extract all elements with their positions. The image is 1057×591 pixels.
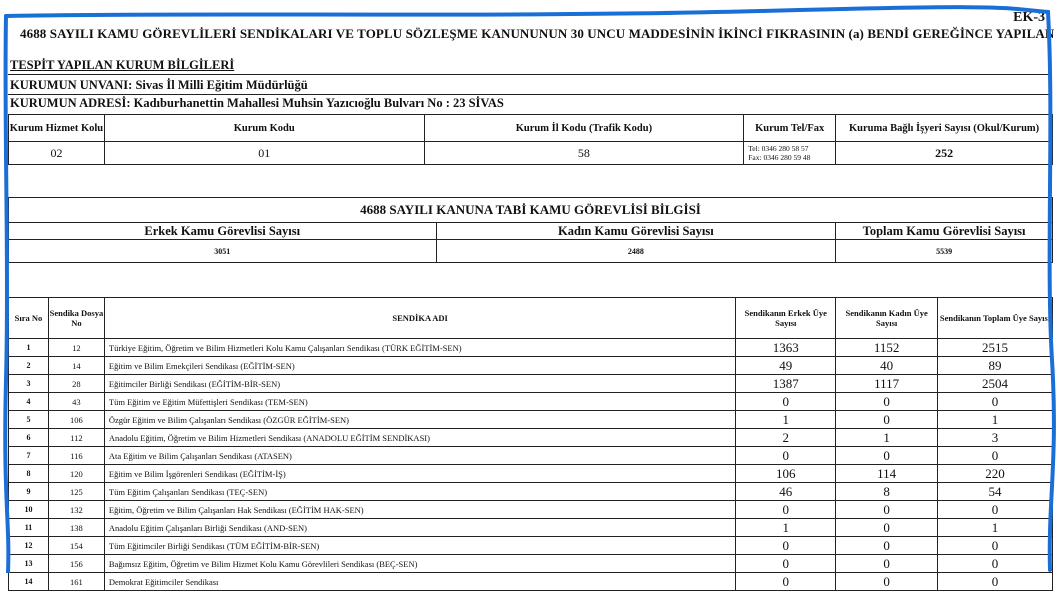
sendika-adi-cell: Bağımsız Eğitim, Öğretim ve Bilim Hizmet Kolu Kamu Görevlileri Sendikası (BEÇ-SEN): [104, 555, 735, 573]
sendika-adi-cell: Tüm Eğitim ve Eğitim Müfettişleri Sendikası (TEM-SEN): [104, 393, 735, 411]
toplam-uye-cell: 1: [938, 411, 1053, 429]
header-erkek-gorevli: Erkek Kamu Görevlisi Sayısı: [9, 223, 437, 240]
gorevli-caption: 4688 SAYILI KANUNA TABİ KAMU GÖREVLİSİ BİLGİSİ: [9, 198, 1053, 223]
header-kurum-kodu: Kurum Kodu: [104, 115, 424, 142]
sira-no-cell: 13: [9, 555, 49, 573]
sira-no-cell: 9: [9, 483, 49, 501]
toplam-uye-cell: 220: [938, 465, 1053, 483]
erkek-uye-cell: 0: [736, 555, 836, 573]
dosya-no-cell: 154: [48, 537, 104, 555]
kadin-uye-cell: 0: [836, 537, 938, 555]
header-il-kodu: Kurum İl Kodu (Trafik Kodu): [424, 115, 744, 142]
sendika-adi-cell: Eğitim, Öğretim ve Bilim Çalışanları Hak Sendikası (EĞİTİM HAK-SEN): [104, 501, 735, 519]
toplam-uye-cell: 89: [938, 357, 1053, 375]
header-erkek-uye: Sendikanın Erkek Üye Sayısı: [736, 298, 836, 339]
kurum-table: [8, 114, 1053, 165]
tel-fax-value: [744, 142, 836, 165]
kadin-uye-cell: 0: [836, 447, 938, 465]
sendika-adi-cell: Tüm Eğitimciler Birliği Sendikası (TÜM EĞİTİM-BİR-SEN): [104, 537, 735, 555]
sendika-adi-cell: Anadolu Eğitim, Öğretim ve Bilim Hizmetleri Sendikası (ANADOLU EĞİTİM SENDİKASI): [104, 429, 735, 447]
header-isyeri-sayisi: Kuruma Bağlı İşyeri Sayısı (Okul/Kurum): [836, 115, 1053, 142]
erkek-gorevli-value: 3051: [9, 240, 437, 263]
table-row: [9, 519, 1053, 537]
header-kadin-uye: Sendikanın Kadın Üye Sayısı: [836, 298, 938, 339]
dosya-no-cell: 14: [48, 357, 104, 375]
toplam-uye-cell: 0: [938, 393, 1053, 411]
toplam-uye-cell: 2515: [938, 339, 1053, 357]
header-kadin-gorevli: Kadın Kamu Görevlisi Sayısı: [436, 223, 836, 240]
erkek-uye-cell: 0: [736, 447, 836, 465]
sira-no-cell: 1: [9, 339, 49, 357]
toplam-uye-cell: 0: [938, 555, 1053, 573]
header-toplam-uye: Sendikanın Toplam Üye Sayısı: [938, 298, 1053, 339]
toplam-uye-cell: 3: [938, 429, 1053, 447]
dosya-no-cell: 138: [48, 519, 104, 537]
kadin-uye-cell: 114: [836, 465, 938, 483]
sira-no-cell: 5: [9, 411, 49, 429]
sendika-adi-cell: Eğitim ve Bilim İşgörenleri Sendikası (EĞİTİM-İŞ): [104, 465, 735, 483]
table-row: [9, 375, 1053, 393]
table-row: [9, 429, 1053, 447]
dosya-no-cell: 120: [48, 465, 104, 483]
sendika-adi-cell: Eğitimciler Birliği Sendikası (EĞİTİM-BİR-SEN): [104, 375, 735, 393]
table-row: [9, 411, 1053, 429]
kadin-uye-cell: 0: [836, 555, 938, 573]
erkek-uye-cell: 1387: [736, 375, 836, 393]
kadin-uye-cell: 0: [836, 501, 938, 519]
erkek-uye-cell: 49: [736, 357, 836, 375]
sira-no-cell: 8: [9, 465, 49, 483]
kadin-uye-cell: 1117: [836, 375, 938, 393]
erkek-uye-cell: 1: [736, 411, 836, 429]
dosya-no-cell: 132: [48, 501, 104, 519]
sendika-adi-cell: Anadolu Eğitim Çalışanları Birliği Sendikası (AND-SEN): [104, 519, 735, 537]
sendika-adi-cell: Özgür Eğitim ve Bilim Çalışanları Sendikası (ÖZGÜR EĞİTİM-SEN): [104, 411, 735, 429]
sendika-adi-cell: Demokrat Eğitimciler Sendikası: [104, 573, 735, 591]
isyeri-sayisi-value: 252: [836, 142, 1053, 165]
toplam-uye-cell: 0: [938, 501, 1053, 519]
dosya-no-cell: 156: [48, 555, 104, 573]
header-hizmet-kolu: Kurum Hizmet Kolu: [9, 115, 105, 142]
erkek-uye-cell: 1: [736, 519, 836, 537]
dosya-no-cell: 112: [48, 429, 104, 447]
dosya-no-cell: 161: [48, 573, 104, 591]
il-kodu-value: 58: [424, 142, 744, 165]
erkek-uye-cell: 0: [736, 573, 836, 591]
dosya-no-cell: 106: [48, 411, 104, 429]
sendika-adi-cell: Tüm Eğitim Çalışanları Sendikası (TEÇ-SEN): [104, 483, 735, 501]
sira-no-cell: 11: [9, 519, 49, 537]
table-row: [9, 555, 1053, 573]
toplam-gorevli-value: 5539: [836, 240, 1053, 263]
kadin-uye-cell: 0: [836, 393, 938, 411]
dosya-no-cell: 12: [48, 339, 104, 357]
header-dosya-no: Sendika Dosya No: [48, 298, 104, 339]
erkek-uye-cell: 1363: [736, 339, 836, 357]
kurum-kodu-value: 01: [104, 142, 424, 165]
table-row: [9, 339, 1053, 357]
table-row: [9, 537, 1053, 555]
sira-no-cell: 6: [9, 429, 49, 447]
toplam-uye-cell: 2504: [938, 375, 1053, 393]
toplam-uye-cell: 0: [938, 537, 1053, 555]
header-sendika-adi: SENDİKA ADI: [104, 298, 735, 339]
dosya-no-cell: 125: [48, 483, 104, 501]
kadin-uye-cell: 1: [836, 429, 938, 447]
dosya-no-cell: 116: [48, 447, 104, 465]
sendika-adi-cell: Türkiye Eğitim, Öğretim ve Bilim Hizmetleri Kolu Kamu Çalışanları Sendikası (TÜRK EĞİTİM-SEN): [104, 339, 735, 357]
toplam-uye-cell: 0: [938, 447, 1053, 465]
kadin-uye-cell: 8: [836, 483, 938, 501]
dosya-no-cell: 28: [48, 375, 104, 393]
header-tel-fax: Kurum Tel/Fax: [744, 115, 836, 142]
kadin-uye-cell: 0: [836, 411, 938, 429]
erkek-uye-cell: 2: [736, 429, 836, 447]
kadin-uye-cell: 0: [836, 573, 938, 591]
sendika-adi-cell: Eğitim ve Bilim Emekçileri Sendikası (EĞİTİM-SEN): [104, 357, 735, 375]
table-row: [9, 483, 1053, 501]
toplam-uye-cell: 0: [938, 573, 1053, 591]
divider: [8, 74, 1051, 75]
divider: [8, 94, 1051, 95]
table-row: [9, 573, 1053, 591]
table-row: [9, 393, 1053, 411]
erkek-uye-cell: 106: [736, 465, 836, 483]
table-row: [9, 501, 1053, 519]
toplam-uye-cell: 1: [938, 519, 1053, 537]
hizmet-kolu-value: 02: [9, 142, 105, 165]
fax-value: Fax: 0346 280 59 48: [748, 153, 811, 162]
kurum-adresi: KURUMUN ADRESİ: Kadıburhanettin Mahallesi Muhsin Yazıcıoğlu Bulvarı No : 23 SİVAS: [10, 96, 504, 110]
sira-no-cell: 10: [9, 501, 49, 519]
table-row: [9, 447, 1053, 465]
ek-label: EK-3: [1013, 10, 1045, 25]
table-row: [9, 465, 1053, 483]
gorevli-table: [8, 197, 1053, 263]
kadin-gorevli-value: 2488: [436, 240, 836, 263]
erkek-uye-cell: 46: [736, 483, 836, 501]
dosya-no-cell: 43: [48, 393, 104, 411]
section-title: TESPİT YAPILAN KURUM BİLGİLERİ: [10, 58, 235, 72]
sira-no-cell: 14: [9, 573, 49, 591]
erkek-uye-cell: 0: [736, 393, 836, 411]
toplam-uye-cell: 54: [938, 483, 1053, 501]
table-row: [9, 357, 1053, 375]
kadin-uye-cell: 1152: [836, 339, 938, 357]
sira-no-cell: 7: [9, 447, 49, 465]
document-title: 4688 SAYILI KAMU GÖREVLİLERİ SENDİKALARI VE TOPLU SÖZLEŞME KANUNUNUN 30 UNCU MADDESİNİN İKİNCİ FIKRASININ (a) BENDİ GEREĞİNCE YAPILAN: [20, 26, 1055, 41]
sira-no-cell: 4: [9, 393, 49, 411]
sira-no-cell: 2: [9, 357, 49, 375]
erkek-uye-cell: 0: [736, 501, 836, 519]
tel-value: Tel: 0346 280 58 57: [748, 144, 809, 153]
header-toplam-gorevli: Toplam Kamu Görevlisi Sayısı: [836, 223, 1053, 240]
sira-no-cell: 12: [9, 537, 49, 555]
sira-no-cell: 3: [9, 375, 49, 393]
header-sira-no: Sıra No: [9, 298, 49, 339]
kadin-uye-cell: 0: [836, 519, 938, 537]
erkek-uye-cell: 0: [736, 537, 836, 555]
sendika-adi-cell: Ata Eğitim ve Bilim Çalışanları Sendikası (ATASEN): [104, 447, 735, 465]
sendika-table: [8, 297, 1053, 591]
kadin-uye-cell: 40: [836, 357, 938, 375]
kurum-unvani: KURUMUN UNVANI: Sivas İl Milli Eğitim Müdürlüğü: [10, 78, 308, 92]
